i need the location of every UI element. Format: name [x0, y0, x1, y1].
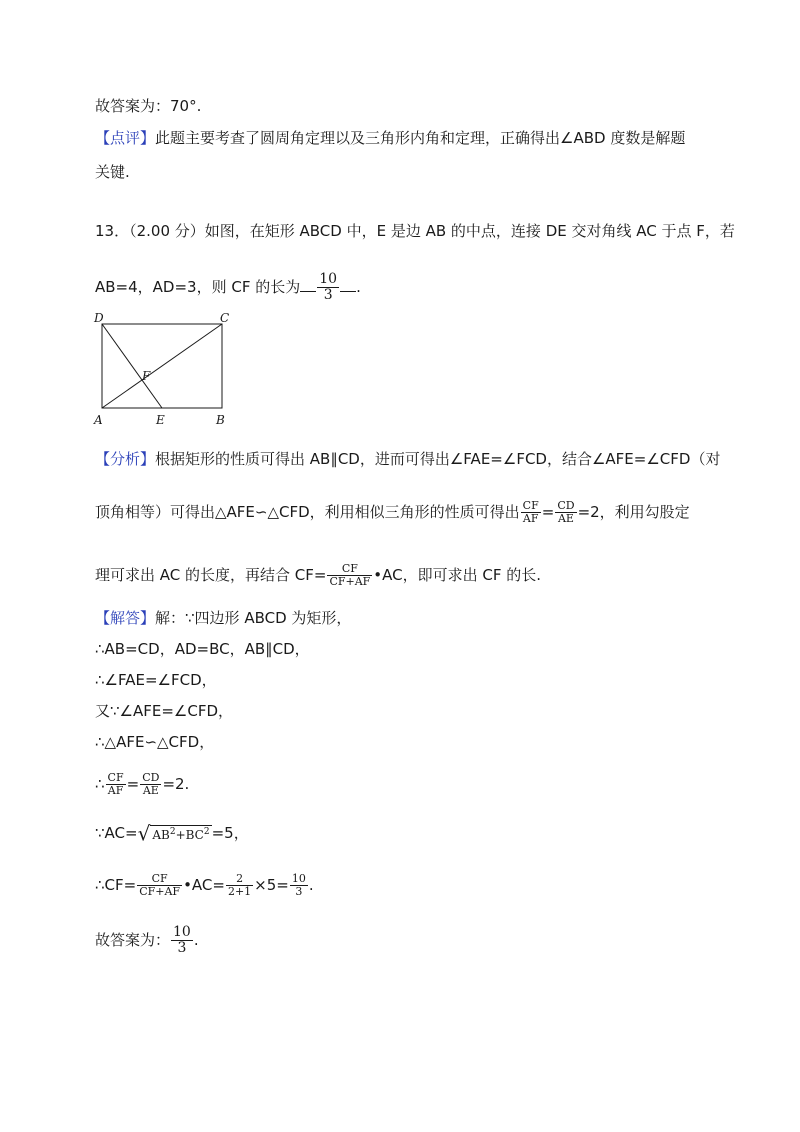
solution-line-8: [95, 873, 314, 898]
analysis-frac-cf-sum-num: CF: [327, 563, 372, 576]
analysis-text-3-end: •AC，即可求出 CF 的长.: [373, 566, 542, 584]
radicand-exp-1: 2: [169, 827, 176, 837]
analysis-text-2-end: =2，利用勾股定: [577, 503, 690, 521]
answer-den: 3: [323, 287, 333, 303]
label-e: E: [156, 413, 165, 427]
solution-6-pre: ∴: [95, 775, 105, 793]
solution-6-frac-2-num: CD: [142, 771, 160, 784]
question-stem-2: [95, 272, 361, 303]
answer-fraction: [317, 272, 339, 303]
answer-blank-right: [340, 291, 356, 292]
radicand-plus-bc: +BC: [175, 828, 204, 842]
analysis-frac-cd-ae: [555, 500, 576, 525]
segment-de: [102, 324, 162, 408]
analysis-frac-cd-ae-num: CD: [557, 499, 575, 512]
solution-line-9: [95, 925, 199, 956]
analysis-frac-cf-af-den: AF: [522, 512, 539, 525]
analysis-frac-cf-af-num: CF: [522, 499, 539, 512]
analysis-frac-cf-sum: [327, 563, 372, 588]
diagonal-ac: [102, 324, 222, 408]
question-stem-1: 13．（2.00 分）如图，在矩形 ABCD 中，E 是边 AB 的中点，连接 DE 交对角线 AC 于点 F，若: [95, 222, 735, 240]
solution-8-pre: ∴CF=: [95, 876, 137, 894]
solution-line-2: ∴AB=CD，AD=BC，AB∥CD，: [95, 640, 310, 658]
solution-line-6: [95, 772, 189, 797]
rectangle-figure: [92, 308, 242, 433]
solution-8-frac-3-num: 10: [291, 872, 306, 885]
solution-6-eq: =: [126, 775, 140, 793]
solution-6-frac-1-num: CF: [107, 771, 124, 784]
analysis-line-1: [95, 449, 720, 469]
analysis-line-3: [95, 563, 541, 588]
question-stem-2-end: .: [356, 278, 361, 296]
label-d: D: [94, 311, 104, 325]
analysis-text-3: 理可求出 AC 的长度，再结合 CF=: [95, 566, 327, 584]
solution-8-frac-1: [137, 873, 182, 898]
analysis-frac-cd-ae-den: AE: [557, 512, 574, 525]
solution-8-frac-3-den: 3: [295, 885, 303, 898]
label-f: F: [142, 369, 151, 383]
answer-num: 10: [319, 271, 338, 287]
solution-6-frac-2-den: AE: [142, 784, 159, 797]
solution-6-frac-1-den: AF: [107, 784, 124, 797]
solution-line-7: [95, 822, 249, 845]
label-c: C: [220, 311, 230, 325]
solution-8-mid2: ×5=: [254, 876, 289, 894]
solution-tag: 【解答】: [95, 609, 156, 627]
solution-9-frac-num: 10: [173, 924, 191, 940]
solution-9-frac-den: 3: [177, 940, 187, 956]
solution-line-3: ∴∠FAE=∠FCD，: [95, 671, 217, 689]
analysis-eq: =: [541, 503, 555, 521]
label-b: B: [216, 413, 225, 427]
solution-8-frac-1-den: CF+AF: [139, 885, 181, 898]
solution-7-post: =5，: [211, 824, 249, 842]
solution-8-frac-3: [290, 873, 308, 898]
solution-8-frac-2-den: 2+1: [227, 885, 252, 898]
comment-tag: 【点评】: [95, 129, 156, 147]
solution-7-sqrt: [138, 822, 212, 845]
radicand-ab: AB: [152, 828, 170, 842]
solution-9-frac: [171, 925, 193, 956]
sqrt-radicand: [150, 825, 211, 842]
prev-answer-line: 故答案为：70°.: [95, 97, 202, 115]
analysis-text-1: 根据矩形的性质可得出 AB∥CD，进而可得出∠FAE=∠FCD，结合∠AFE=∠CFD（对: [155, 450, 721, 468]
solution-8-mid1: •AC=: [183, 876, 225, 894]
analysis-line-2: [95, 500, 690, 525]
solution-6-frac-2: [140, 772, 161, 797]
solution-text-1: 解：∵四边形 ABCD 为矩形，: [155, 609, 352, 627]
analysis-text-2: 顶角相等）可得出△AFE∽△CFD，利用相似三角形的性质可得出: [95, 503, 520, 521]
solution-8-frac-2-num: 2: [226, 873, 253, 886]
solution-8-frac-2: [226, 873, 253, 898]
solution-9-post: .: [193, 931, 199, 949]
analysis-tag: 【分析】: [95, 450, 156, 468]
analysis-frac-cf-af: [521, 500, 541, 525]
analysis-frac-cf-sum-den: CF+AF: [329, 575, 371, 588]
label-a: A: [94, 413, 103, 427]
solution-6-post: =2.: [162, 775, 190, 793]
prev-comment-line-1: [95, 128, 685, 148]
solution-8-frac-1-num: CF: [137, 873, 182, 886]
solution-line-5: ∴△AFE∽△CFD，: [95, 733, 215, 751]
radicand-exp-2: 2: [203, 827, 210, 837]
comment-text-1: 此题主要考查了圆周角定理以及三角形内角和定理，正确得出∠ABD 度数是解题: [155, 129, 686, 147]
solution-line-1: [95, 608, 351, 628]
solution-line-4: 又∵∠AFE=∠CFD，: [95, 702, 234, 720]
solution-8-post: .: [308, 876, 314, 894]
sqrt-radical-icon: √: [137, 821, 151, 846]
solution-7-pre: ∵AC=: [95, 824, 138, 842]
question-stem-2-text: AB=4，AD=3，则 CF 的长为: [95, 278, 301, 296]
answer-blank-left: [300, 291, 316, 292]
solution-6-frac-1: [106, 772, 126, 797]
prev-comment-line-2: 关键.: [95, 163, 130, 181]
solution-9-pre: 故答案为：: [95, 931, 171, 949]
